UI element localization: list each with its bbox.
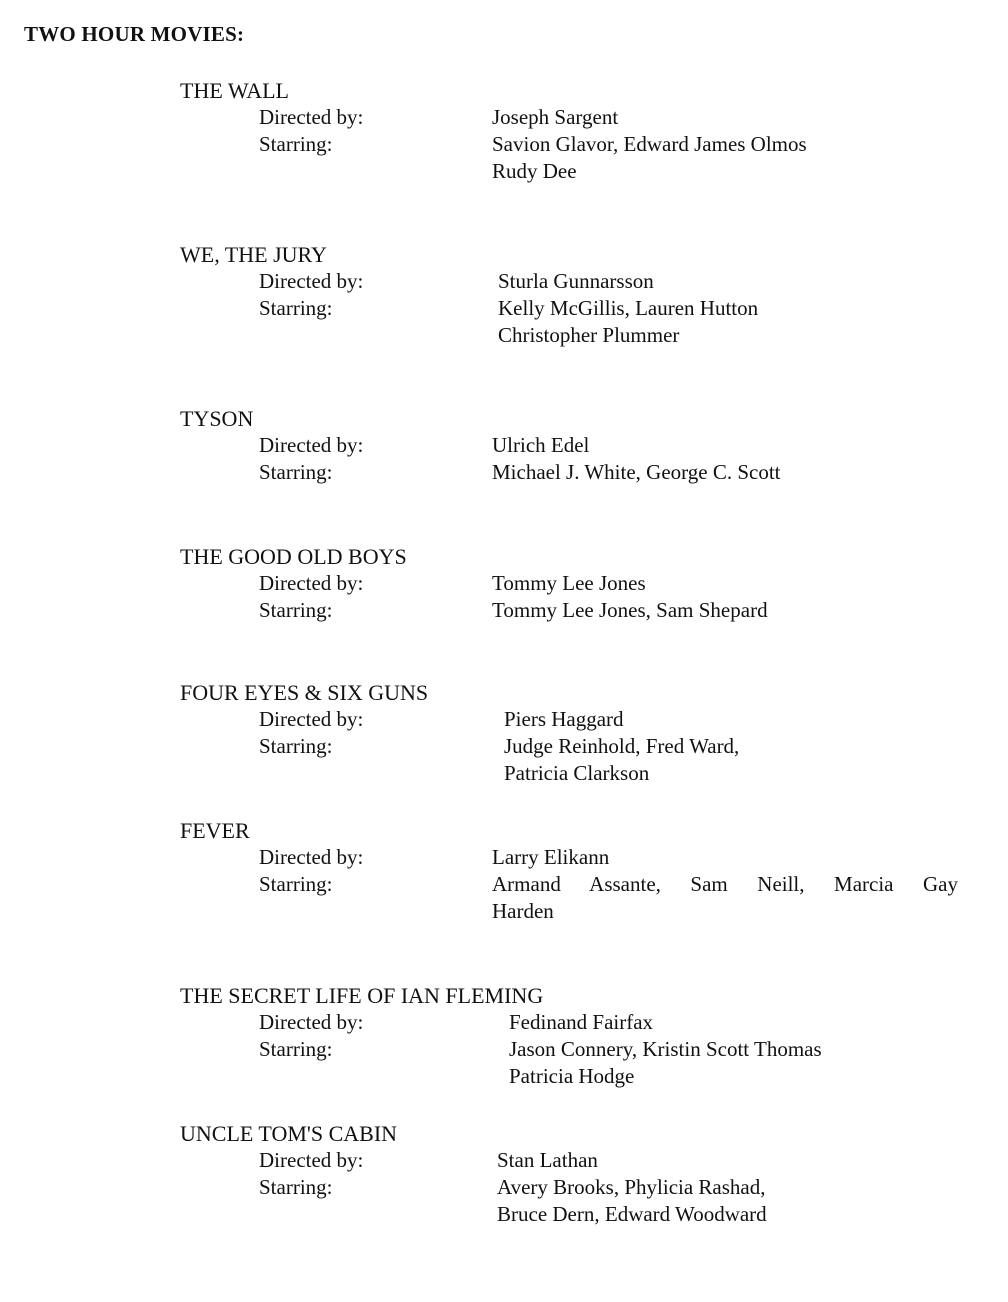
director-name	[492, 432, 970, 459]
starring-label: Starring:	[259, 598, 333, 622]
director-line: Sturla Gunnarsson	[498, 269, 654, 293]
movie-title: TYSON	[180, 406, 254, 431]
directed-by-label: Directed by:	[259, 105, 364, 129]
directed-by-label: Directed by:	[259, 707, 364, 731]
directed-row	[180, 1009, 970, 1036]
movie-entry	[180, 405, 970, 486]
directed-row	[180, 432, 970, 459]
starring-label: Starring:	[259, 872, 333, 896]
directed-by-label: Directed by:	[259, 1010, 364, 1034]
director-name	[497, 1147, 970, 1174]
cast-line: Rudy Dee	[492, 159, 577, 183]
cast-list	[504, 733, 970, 787]
page-heading: TWO HOUR MOVIES:	[24, 22, 245, 46]
director-name	[498, 268, 970, 295]
cast-list	[497, 1174, 970, 1228]
directed-by-label: Directed by:	[259, 433, 364, 457]
director-line: Piers Haggard	[504, 707, 624, 731]
director-line: Tommy Lee Jones	[492, 571, 646, 595]
starring-row	[180, 1036, 970, 1090]
cast-line: Michael J. White, George C. Scott	[492, 460, 781, 484]
starring-row	[180, 871, 970, 925]
director-line: Stan Lathan	[497, 1148, 598, 1172]
movie-title: FEVER	[180, 818, 250, 843]
cast-line: Tommy Lee Jones, Sam Shepard	[492, 598, 768, 622]
cast-list	[492, 871, 970, 925]
director-line: Larry Elikann	[492, 845, 610, 869]
cast-line: Patricia Clarkson	[504, 761, 650, 785]
starring-label: Starring:	[259, 460, 333, 484]
director-name	[509, 1009, 970, 1036]
starring-row	[180, 295, 970, 349]
cast-line: Patricia Hodge	[509, 1064, 635, 1088]
directed-by-label: Directed by:	[259, 269, 364, 293]
cast-line: Jason Connery, Kristin Scott Thomas	[509, 1037, 822, 1061]
cast-line: Christopher Plummer	[498, 323, 680, 347]
cast-list	[498, 295, 970, 349]
movie-title: FOUR EYES & SIX GUNS	[180, 680, 429, 705]
cast-list	[492, 459, 970, 486]
movie-entry	[180, 679, 970, 787]
directed-row	[180, 570, 970, 597]
cast-list	[492, 597, 970, 624]
starring-row	[180, 459, 970, 486]
movie-entry	[180, 543, 970, 624]
starring-label: Starring:	[259, 296, 333, 320]
directed-row	[180, 104, 970, 131]
cast-line: Judge Reinhold, Fred Ward,	[504, 734, 740, 758]
cast-line: Harden	[492, 899, 554, 923]
cast-line: Armand Assante, Sam Neill, Marcia Gay	[492, 872, 958, 896]
cast-list	[492, 131, 970, 185]
movie-title: UNCLE TOM'S CABIN	[180, 1121, 398, 1146]
movie-title: THE WALL	[180, 78, 289, 103]
starring-label: Starring:	[259, 132, 333, 156]
movie-title: WE, THE JURY	[180, 242, 327, 267]
starring-row	[180, 733, 970, 787]
directed-row	[180, 706, 970, 733]
starring-label: Starring:	[259, 734, 333, 758]
directed-row	[180, 1147, 970, 1174]
directed-by-label: Directed by:	[259, 1148, 364, 1172]
movie-title: THE SECRET LIFE OF IAN FLEMING	[180, 983, 544, 1008]
cast-line: Bruce Dern, Edward Woodward	[497, 1202, 767, 1226]
movie-entry	[180, 241, 970, 349]
movie-entry	[180, 982, 970, 1090]
cast-line: Avery Brooks, Phylicia Rashad,	[497, 1175, 766, 1199]
starring-label: Starring:	[259, 1175, 333, 1199]
cast-line: Savion Glavor, Edward James Olmos	[492, 132, 807, 156]
directed-row	[180, 844, 970, 871]
director-name	[492, 844, 970, 871]
director-line: Joseph Sargent	[492, 105, 619, 129]
cast-line: Kelly McGillis, Lauren Hutton	[498, 296, 759, 320]
movie-entry	[180, 1120, 970, 1228]
directed-row	[180, 268, 970, 295]
director-name	[492, 570, 970, 597]
directed-by-label: Directed by:	[259, 845, 364, 869]
movie-entry	[180, 77, 970, 185]
cast-list	[509, 1036, 970, 1090]
starring-row	[180, 1174, 970, 1228]
director-line: Fedinand Fairfax	[509, 1010, 654, 1034]
director-name	[504, 706, 970, 733]
starring-row	[180, 597, 970, 624]
starring-label: Starring:	[259, 1037, 333, 1061]
director-line: Ulrich Edel	[492, 433, 590, 457]
movie-entry	[180, 817, 970, 925]
director-name	[492, 104, 970, 131]
starring-row	[180, 131, 970, 185]
directed-by-label: Directed by:	[259, 571, 364, 595]
movie-title: THE GOOD OLD BOYS	[180, 544, 407, 569]
